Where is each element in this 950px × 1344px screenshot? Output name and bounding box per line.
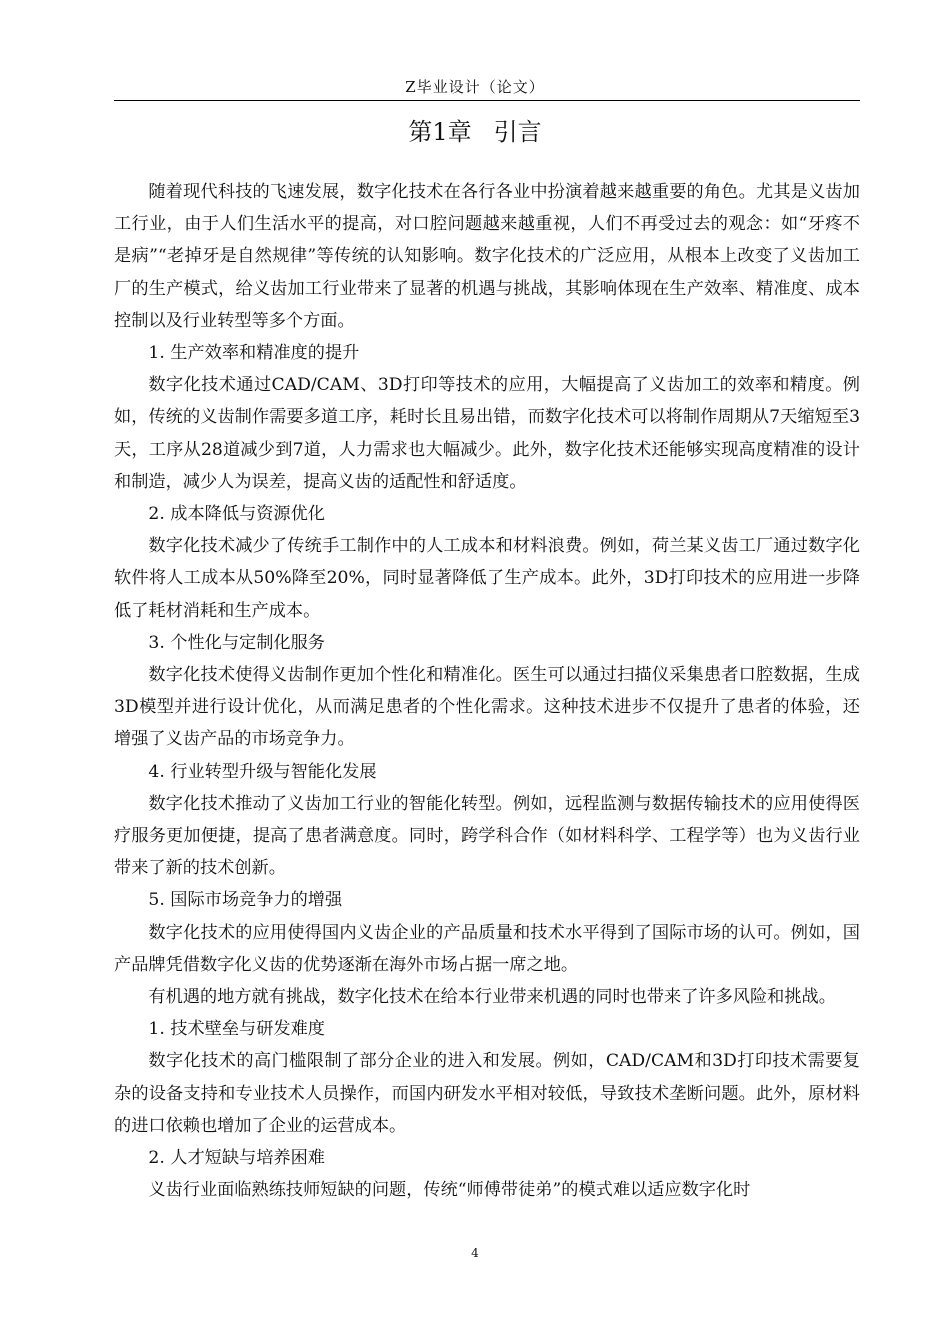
chapter-name: 引言: [493, 118, 542, 146]
paragraph-intro: 随着现代科技的飞速发展，数字化技术在各行各业中扮演着越来越重要的角色。尤其是义齿加工行业，由于人们生活水平的提高，对口腔问题越来越重视，人们不再受过去的观念：如“牙疼不是病”“老掉牙是自然规律”等传统的认知影响。数字化技术的广泛应用，从根本上改变了义齿加工厂的生产模式，给义齿加工行业带来了显著的机遇与挑战，其影响体现在生产效率、精准度、成本控制以及行业转型等多个方面。: [114, 182, 860, 331]
section-heading: 2. 人才短缺与培养困难: [148, 1148, 325, 1169]
chapter-number: 第1章: [408, 118, 472, 146]
section-heading: 4. 行业转型升级与智能化发展: [148, 761, 377, 782]
section-heading: 1. 技术壁垒与研发难度: [148, 1019, 325, 1040]
running-header: Z毕业设计（论文）: [405, 78, 545, 96]
paragraph: 数字化技术的高门槛限制了部分企业的进入和发展。例如，CAD/CAM和3D打印技术需要复杂的设备支持和专业技术人员操作，而国内研发水平相对较低，导致技术垄断问题。此外，原材料的进口依赖也增加了企业的运营成本。: [114, 1051, 860, 1136]
paragraph: 数字化技术使得义齿制作更加个性化和精准化。医生可以通过扫描仪采集患者口腔数据，生成3D模型并进行设计优化，从而满足患者的个性化需求。这种技术进步不仅提升了患者的体验，还增强了义齿产品的市场竞争力。: [114, 665, 860, 750]
section-heading: 2. 成本降低与资源优化: [148, 504, 325, 525]
paragraph: 数字化技术减少了传统手工制作中的人工成本和材料浪费。例如，荷兰某义齿工厂通过数字化软件将人工成本从50%降至20%，同时显著降低了生产成本。此外，3D打印技术的应用进一步降低了耗材消耗和生产成本。: [114, 536, 860, 621]
paragraph: 有机遇的地方就有挑战，数字化技术在给本行业带来机遇的同时也带来了许多风险和挑战。: [148, 987, 836, 1008]
body-text: [114, 176, 860, 1207]
section-heading: 5. 国际市场竞争力的增强: [148, 890, 343, 911]
chapter-title: [0, 114, 950, 150]
paragraph: 数字化技术通过CAD/CAM、3D打印等技术的应用，大幅提高了义齿加工的效率和精度。例如，传统的义齿制作需要多道工序，耗时长且易出错，而数字化技术可以将制作周期从7天缩短至3天，工序从28道减少到7道，人力需求也大幅减少。此外，数字化技术还能够实现高度精准的设计和制造，减少人为误差，提高义齿的适配性和舒适度。: [114, 375, 860, 492]
paragraph: 数字化技术的应用使得国内义齿企业的产品质量和技术水平得到了国际市场的认可。例如，国产品牌凭借数字化义齿的优势逐渐在海外市场占据一席之地。: [114, 922, 860, 975]
page-number: 4: [471, 1246, 479, 1260]
header-rule: [114, 100, 860, 101]
paragraph: 义齿行业面临熟练技师短缺的问题，传统“师傅带徒弟”的模式难以适应数字化时: [148, 1180, 751, 1201]
paragraph: 数字化技术推动了义齿加工行业的智能化转型。例如，远程监测与数据传输技术的应用使得医疗服务更加便捷，提高了患者满意度。同时，跨学科合作（如材料科学、工程学等）也为义齿行业带来了新的技术创新。: [114, 793, 860, 879]
section-heading: 1. 生产效率和精准度的提升: [148, 343, 360, 364]
section-heading: 3. 个性化与定制化服务: [148, 632, 325, 653]
